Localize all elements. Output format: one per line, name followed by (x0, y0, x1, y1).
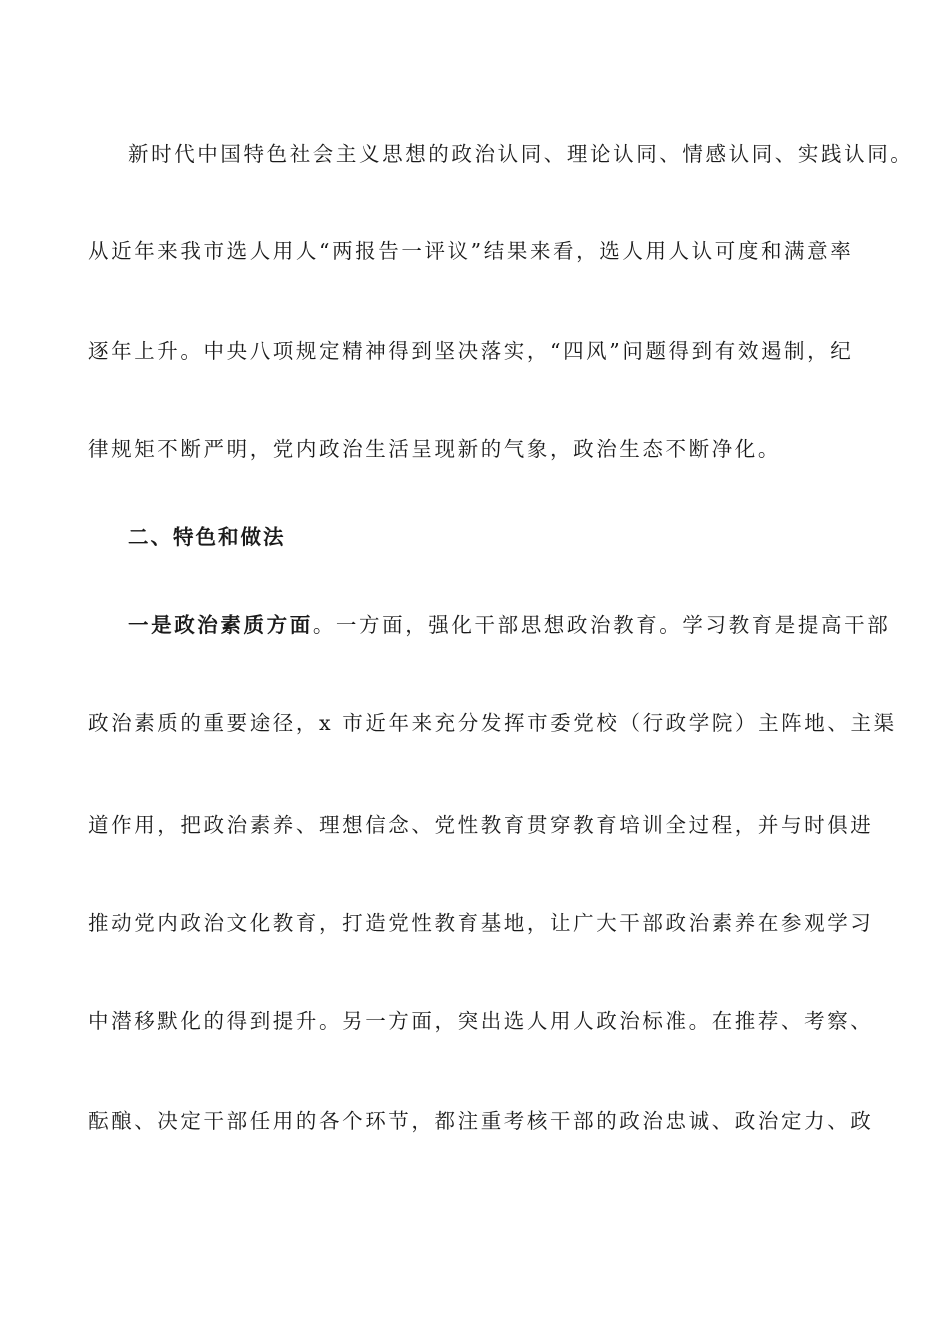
paragraph-first-line (128, 610, 891, 640)
section-heading: 二、特色和做法 (128, 525, 286, 549)
paragraph-line-1: 新时代中国特色社会主义思想的政治认同、理论认同、情感认同、实践认同。 (128, 142, 914, 166)
paragraph-line-7: 道作用，把政治素养、理想信念、党性教育贯穿教育培训全过程，并与时俱进 (88, 813, 874, 837)
paragraph-line-3: 逐年上升。中央八项规定精神得到坚决落实，“四风”问题得到有效遏制，纪 (88, 339, 854, 363)
paragraph-first-rest: 。一方面，强化干部思想政治教育。学习教育是提高干部 (312, 613, 891, 637)
paragraph-lead: 一是政治素质方面 (128, 613, 313, 637)
paragraph-line-10: 酝酿、决定干部任用的各个环节，都注重考核干部的政治忠诚、政治定力、政 (88, 1109, 874, 1133)
paragraph-line-6: 政治素质的重要途径，x 市近年来充分发挥市委党校（行政学院）主阵地、主渠 (88, 711, 897, 735)
paragraph-line-4: 律规矩不断严明，党内政治生活呈现新的气象，政治生态不断净化。 (88, 437, 781, 461)
paragraph-line-2: 从近年来我市选人用人“两报告一评议”结果来看，选人用人认可度和满意率 (88, 239, 854, 263)
paragraph-line-9: 中潜移默化的得到提升。另一方面，突出选人用人政治标准。在推荐、考察、 (88, 1009, 874, 1033)
paragraph-line-8: 推动党内政治文化教育，打造党性教育基地，让广大干部政治素养在参观学习 (88, 911, 874, 935)
